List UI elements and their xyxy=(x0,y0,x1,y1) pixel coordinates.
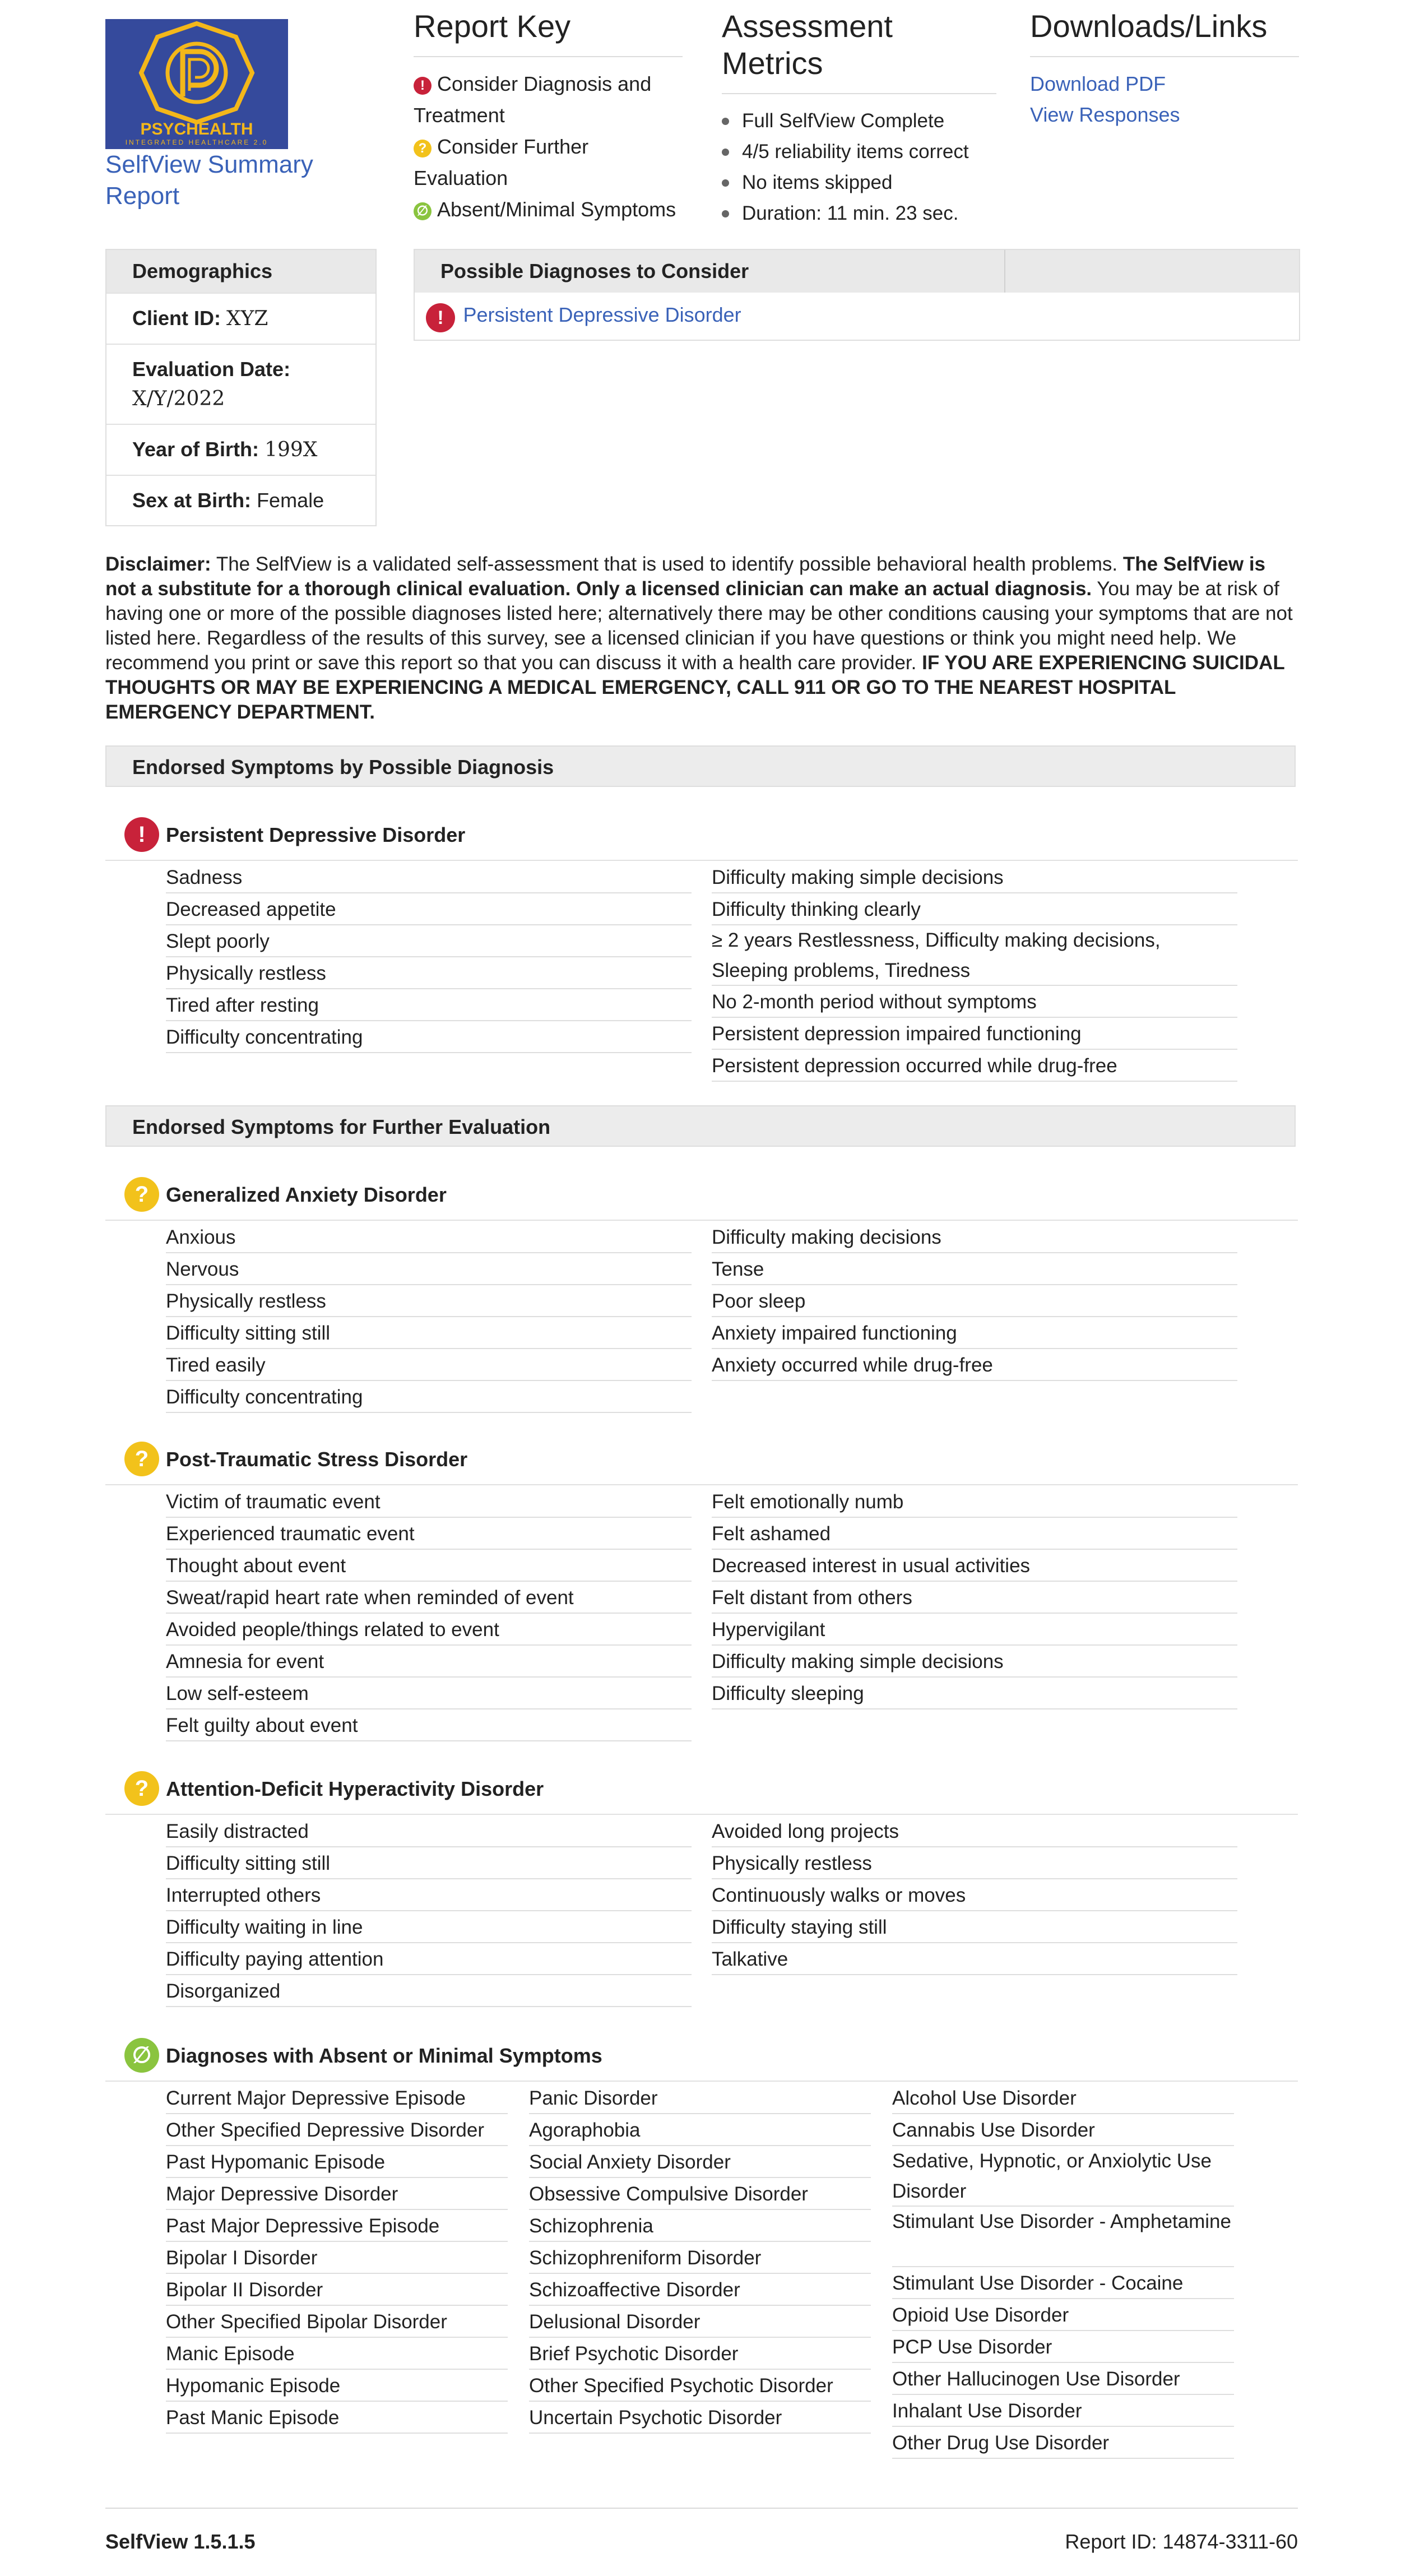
list-item: Brief Psychotic Disorder xyxy=(529,2338,871,2370)
list-item: Past Major Depressive Episode xyxy=(166,2210,508,2242)
divider xyxy=(105,1484,1298,1485)
symptom-item: Difficulty thinking clearly xyxy=(712,893,1237,925)
symptom-list-right xyxy=(712,861,1237,1082)
list-item: Major Depressive Disorder xyxy=(166,2178,508,2210)
downloads-links xyxy=(1030,8,1299,130)
symptom-item: Felt emotionally numb xyxy=(712,1486,1237,1518)
list-item: Social Anxiety Disorder xyxy=(529,2146,871,2178)
symptom-item: Physically restless xyxy=(166,1285,692,1317)
list-item: Agoraphobia xyxy=(529,2114,871,2146)
symptom-item: Avoided long projects xyxy=(712,1815,1237,1847)
list-item: Past Hypomanic Episode xyxy=(166,2146,508,2178)
section-possible-diagnosis: Endorsed Symptoms by Possible Diagnosis xyxy=(105,745,1296,787)
divider xyxy=(1030,56,1299,57)
symptom-item: Felt ashamed xyxy=(712,1518,1237,1550)
symptom-item: Poor sleep xyxy=(712,1285,1237,1317)
sex-at-birth-row: Sex at Birth: Female xyxy=(106,475,375,525)
symptom-item: Difficulty concentrating xyxy=(166,1381,692,1413)
list-item: Bipolar I Disorder xyxy=(166,2242,508,2274)
divider xyxy=(105,860,1298,861)
list-item: PCP Use Disorder xyxy=(892,2331,1234,2363)
version-label: SelfView 1.5.1.5 xyxy=(105,2530,256,2553)
list-item: Obsessive Compulsive Disorder xyxy=(529,2178,871,2210)
disclaimer: Disclaimer: The SelfView is a validated self-assessment that is used to identify possible behavioral health problems. The SelfView is not a substitute for a thorough clinical evaluation. Only a licensed clinician can make an actual diagnosis. You may be at risk of having one or more of the possible diagnoses listed here; alternatively there may be other conditions causing your symptoms that are not listed here. Regardless of the results of this survey, see a licensed clinician if you have questions or think you might need help. We recommend you print or save this report so that you can discuss it with a health care provider. IF YOU ARE EXPERIENCING SUICIDAL THOUGHTS OR MAY BE EXPERIENCING A MEDICAL EMERGENCY, CALL 911 OR GO TO THE NEAREST HOSPITAL EMERGENCY DEPARTMENT. xyxy=(105,553,1293,723)
symptom-item: No 2-month period without symptoms xyxy=(712,986,1237,1018)
section-further-evaluation: Endorsed Symptoms for Further Evaluation xyxy=(105,1105,1296,1147)
demographics-title: Demographics xyxy=(106,250,375,293)
list-item: Stimulant Use Disorder - Cocaine xyxy=(892,2267,1234,2299)
symptom-item: Difficulty paying attention xyxy=(166,1943,692,1975)
list-item: Opioid Use Disorder xyxy=(892,2299,1234,2331)
symptom-item: Talkative xyxy=(712,1943,1237,1975)
symptom-item: Anxious xyxy=(166,1221,692,1253)
client-id-row: Client ID: XYZ xyxy=(106,293,375,344)
divider xyxy=(105,2081,1298,2082)
list-item: Other Specified Bipolar Disorder xyxy=(166,2306,508,2338)
symptom-item: Difficulty making simple decisions xyxy=(712,861,1237,893)
assessment-title: Assessment Metrics xyxy=(722,8,893,81)
divider xyxy=(722,93,996,94)
symptom-list-right xyxy=(712,1221,1237,1381)
metric-item: 4/5 reliability items correct xyxy=(722,136,996,167)
page-title: SelfView Summary Report xyxy=(105,151,313,210)
list-item: Inhalant Use Disorder xyxy=(892,2395,1234,2427)
symptom-item: Thought about event xyxy=(166,1550,692,1582)
list-item: Schizoaffective Disorder xyxy=(529,2274,871,2306)
category-title: Persistent Depressive Disorder xyxy=(166,823,466,846)
symptom-item: Difficulty sleeping xyxy=(712,1678,1237,1709)
list-item: Other Drug Use Disorder xyxy=(892,2427,1234,2459)
diagnosis-list-col2 xyxy=(529,2082,871,2434)
symptom-item: Persistent depression occurred while drug-free xyxy=(712,1050,1237,1082)
symptom-item: Sadness xyxy=(166,861,692,893)
category-title: Attention-Deficit Hyperactivity Disorder xyxy=(166,1777,544,1800)
symptom-item: Physically restless xyxy=(166,957,692,989)
key-item-absent: ∅ Absent/Minimal Symptoms xyxy=(414,194,683,225)
question-icon: ? xyxy=(124,1442,159,1476)
divider xyxy=(414,56,683,57)
question-icon: ? xyxy=(124,1177,159,1212)
report-key xyxy=(414,8,683,225)
view-responses-link[interactable]: View Responses xyxy=(1030,103,1180,126)
symptom-item: ≥ 2 years Restlessness, Difficulty making decisions, Sleeping problems, Tiredness xyxy=(712,925,1237,986)
logo-text: PSYCHEALTH xyxy=(140,120,253,138)
symptom-item: Tense xyxy=(712,1253,1237,1285)
list-item: Other Hallucinogen Use Disorder xyxy=(892,2363,1234,2395)
symptom-item: Difficulty waiting in line xyxy=(166,1911,692,1943)
symptom-list-right xyxy=(712,1815,1237,1975)
list-item: Manic Episode xyxy=(166,2338,508,2370)
symptom-item: Difficulty concentrating xyxy=(166,1021,692,1053)
null-set-icon: ∅ xyxy=(124,2038,159,2073)
list-item: Uncertain Psychotic Disorder xyxy=(529,2402,871,2434)
logo-subtext: INTEGRATED HEALTHCARE 2.0 xyxy=(125,138,268,146)
exclamation-icon: ! xyxy=(124,817,159,852)
list-item: Other Specified Depressive Disorder xyxy=(166,2114,508,2146)
list-item: Current Major Depressive Episode xyxy=(166,2082,508,2114)
symptom-list-left xyxy=(166,1221,692,1413)
symptom-item: Experienced traumatic event xyxy=(166,1518,692,1550)
list-item: Cannabis Use Disorder xyxy=(892,2114,1234,2146)
diagnosis-list-col1 xyxy=(166,2082,508,2434)
diagnosis-link[interactable]: Persistent Depressive Disorder xyxy=(463,303,741,326)
symptom-item: Continuously walks or moves xyxy=(712,1879,1237,1911)
symptom-item: Difficulty sitting still xyxy=(166,1847,692,1879)
category-title: Post-Traumatic Stress Disorder xyxy=(166,1448,468,1471)
list-item: Past Manic Episode xyxy=(166,2402,508,2434)
category-title: Diagnoses with Absent or Minimal Symptoms xyxy=(166,2044,602,2067)
symptom-item: Felt guilty about event xyxy=(166,1709,692,1741)
symptom-item: Difficulty sitting still xyxy=(166,1317,692,1349)
report-id: Report ID: 14874-3311-60 xyxy=(1065,2530,1298,2553)
symptom-item: Felt distant from others xyxy=(712,1582,1237,1614)
exclamation-icon: ! xyxy=(414,77,432,95)
symptom-item: Interrupted others xyxy=(166,1879,692,1911)
possible-diagnoses-panel xyxy=(414,249,1300,341)
list-item: Hypomanic Episode xyxy=(166,2370,508,2402)
evaluation-date-row: Evaluation Date: X/Y/2022 xyxy=(106,344,375,424)
list-item: Panic Disorder xyxy=(529,2082,871,2114)
symptom-item: Difficulty making simple decisions xyxy=(712,1646,1237,1678)
symptom-item: Disorganized xyxy=(166,1975,692,2007)
category-title: Generalized Anxiety Disorder xyxy=(166,1183,447,1206)
demographics-panel xyxy=(105,249,377,526)
key-item-consider: ! Consider Diagnosis and Treatment xyxy=(414,72,652,127)
symptom-list-left xyxy=(166,861,692,1053)
possible-diagnoses-title: Possible Diagnoses to Consider xyxy=(415,250,1299,293)
symptom-list-right xyxy=(712,1486,1237,1709)
symptom-list-left xyxy=(166,1486,692,1741)
symptom-item: Anxiety impaired functioning xyxy=(712,1317,1237,1349)
symptom-item: Low self-esteem xyxy=(166,1678,692,1709)
symptom-item: Tired easily xyxy=(166,1349,692,1381)
symptom-item: Slept poorly xyxy=(166,925,692,957)
list-item: Schizophrenia xyxy=(529,2210,871,2242)
list-item: Delusional Disorder xyxy=(529,2306,871,2338)
list-item: Other Specified Psychotic Disorder xyxy=(529,2370,871,2402)
question-icon: ? xyxy=(124,1771,159,1806)
symptom-item: Difficulty making decisions xyxy=(712,1221,1237,1253)
metric-item: Full SelfView Complete xyxy=(722,105,996,136)
downloads-title: Downloads/Links xyxy=(1030,8,1268,44)
symptom-item: Easily distracted xyxy=(166,1815,692,1847)
question-icon: ? xyxy=(414,140,432,157)
metric-item: Duration: 11 min. 23 sec. xyxy=(722,198,996,229)
symptom-item: Persistent depression impaired functioning xyxy=(712,1018,1237,1050)
list-item: Stimulant Use Disorder - Amphetamine xyxy=(892,2207,1234,2267)
divider xyxy=(105,1814,1298,1815)
download-pdf-link[interactable]: Download PDF xyxy=(1030,72,1166,95)
list-item: Schizophreniform Disorder xyxy=(529,2242,871,2274)
null-set-icon: ∅ xyxy=(414,202,432,220)
divider xyxy=(105,1220,1298,1221)
symptom-list-left xyxy=(166,1815,692,2007)
symptom-item: Decreased appetite xyxy=(166,893,692,925)
divider xyxy=(105,2508,1298,2509)
logo xyxy=(105,19,288,149)
symptom-item: Victim of traumatic event xyxy=(166,1486,692,1518)
year-of-birth-row: Year of Birth: 199X xyxy=(106,424,375,475)
symptom-item: Sweat/rapid heart rate when reminded of event xyxy=(166,1582,692,1614)
list-item: Sedative, Hypnotic, or Anxiolytic Use Disorder xyxy=(892,2146,1234,2207)
symptom-item: Decreased interest in usual activities xyxy=(712,1550,1237,1582)
symptom-item: Avoided people/things related to event xyxy=(166,1614,692,1646)
symptom-item: Tired after resting xyxy=(166,989,692,1021)
report-key-title: Report Key xyxy=(414,8,571,44)
symptom-item: Difficulty staying still xyxy=(712,1911,1237,1943)
symptom-item: Anxiety occurred while drug-free xyxy=(712,1349,1237,1381)
symptom-item: Nervous xyxy=(166,1253,692,1285)
symptom-item: Hypervigilant xyxy=(712,1614,1237,1646)
assessment-metrics xyxy=(722,8,996,229)
metric-item: No items skipped xyxy=(722,167,996,198)
list-item: Alcohol Use Disorder xyxy=(892,2082,1234,2114)
diagnosis-list-col3 xyxy=(892,2082,1234,2459)
symptom-item: Amnesia for event xyxy=(166,1646,692,1678)
list-item: Bipolar II Disorder xyxy=(166,2274,508,2306)
exclamation-icon: ! xyxy=(426,303,455,332)
symptom-item: Physically restless xyxy=(712,1847,1237,1879)
key-item-evaluate: ? Consider Further Evaluation xyxy=(414,135,589,189)
